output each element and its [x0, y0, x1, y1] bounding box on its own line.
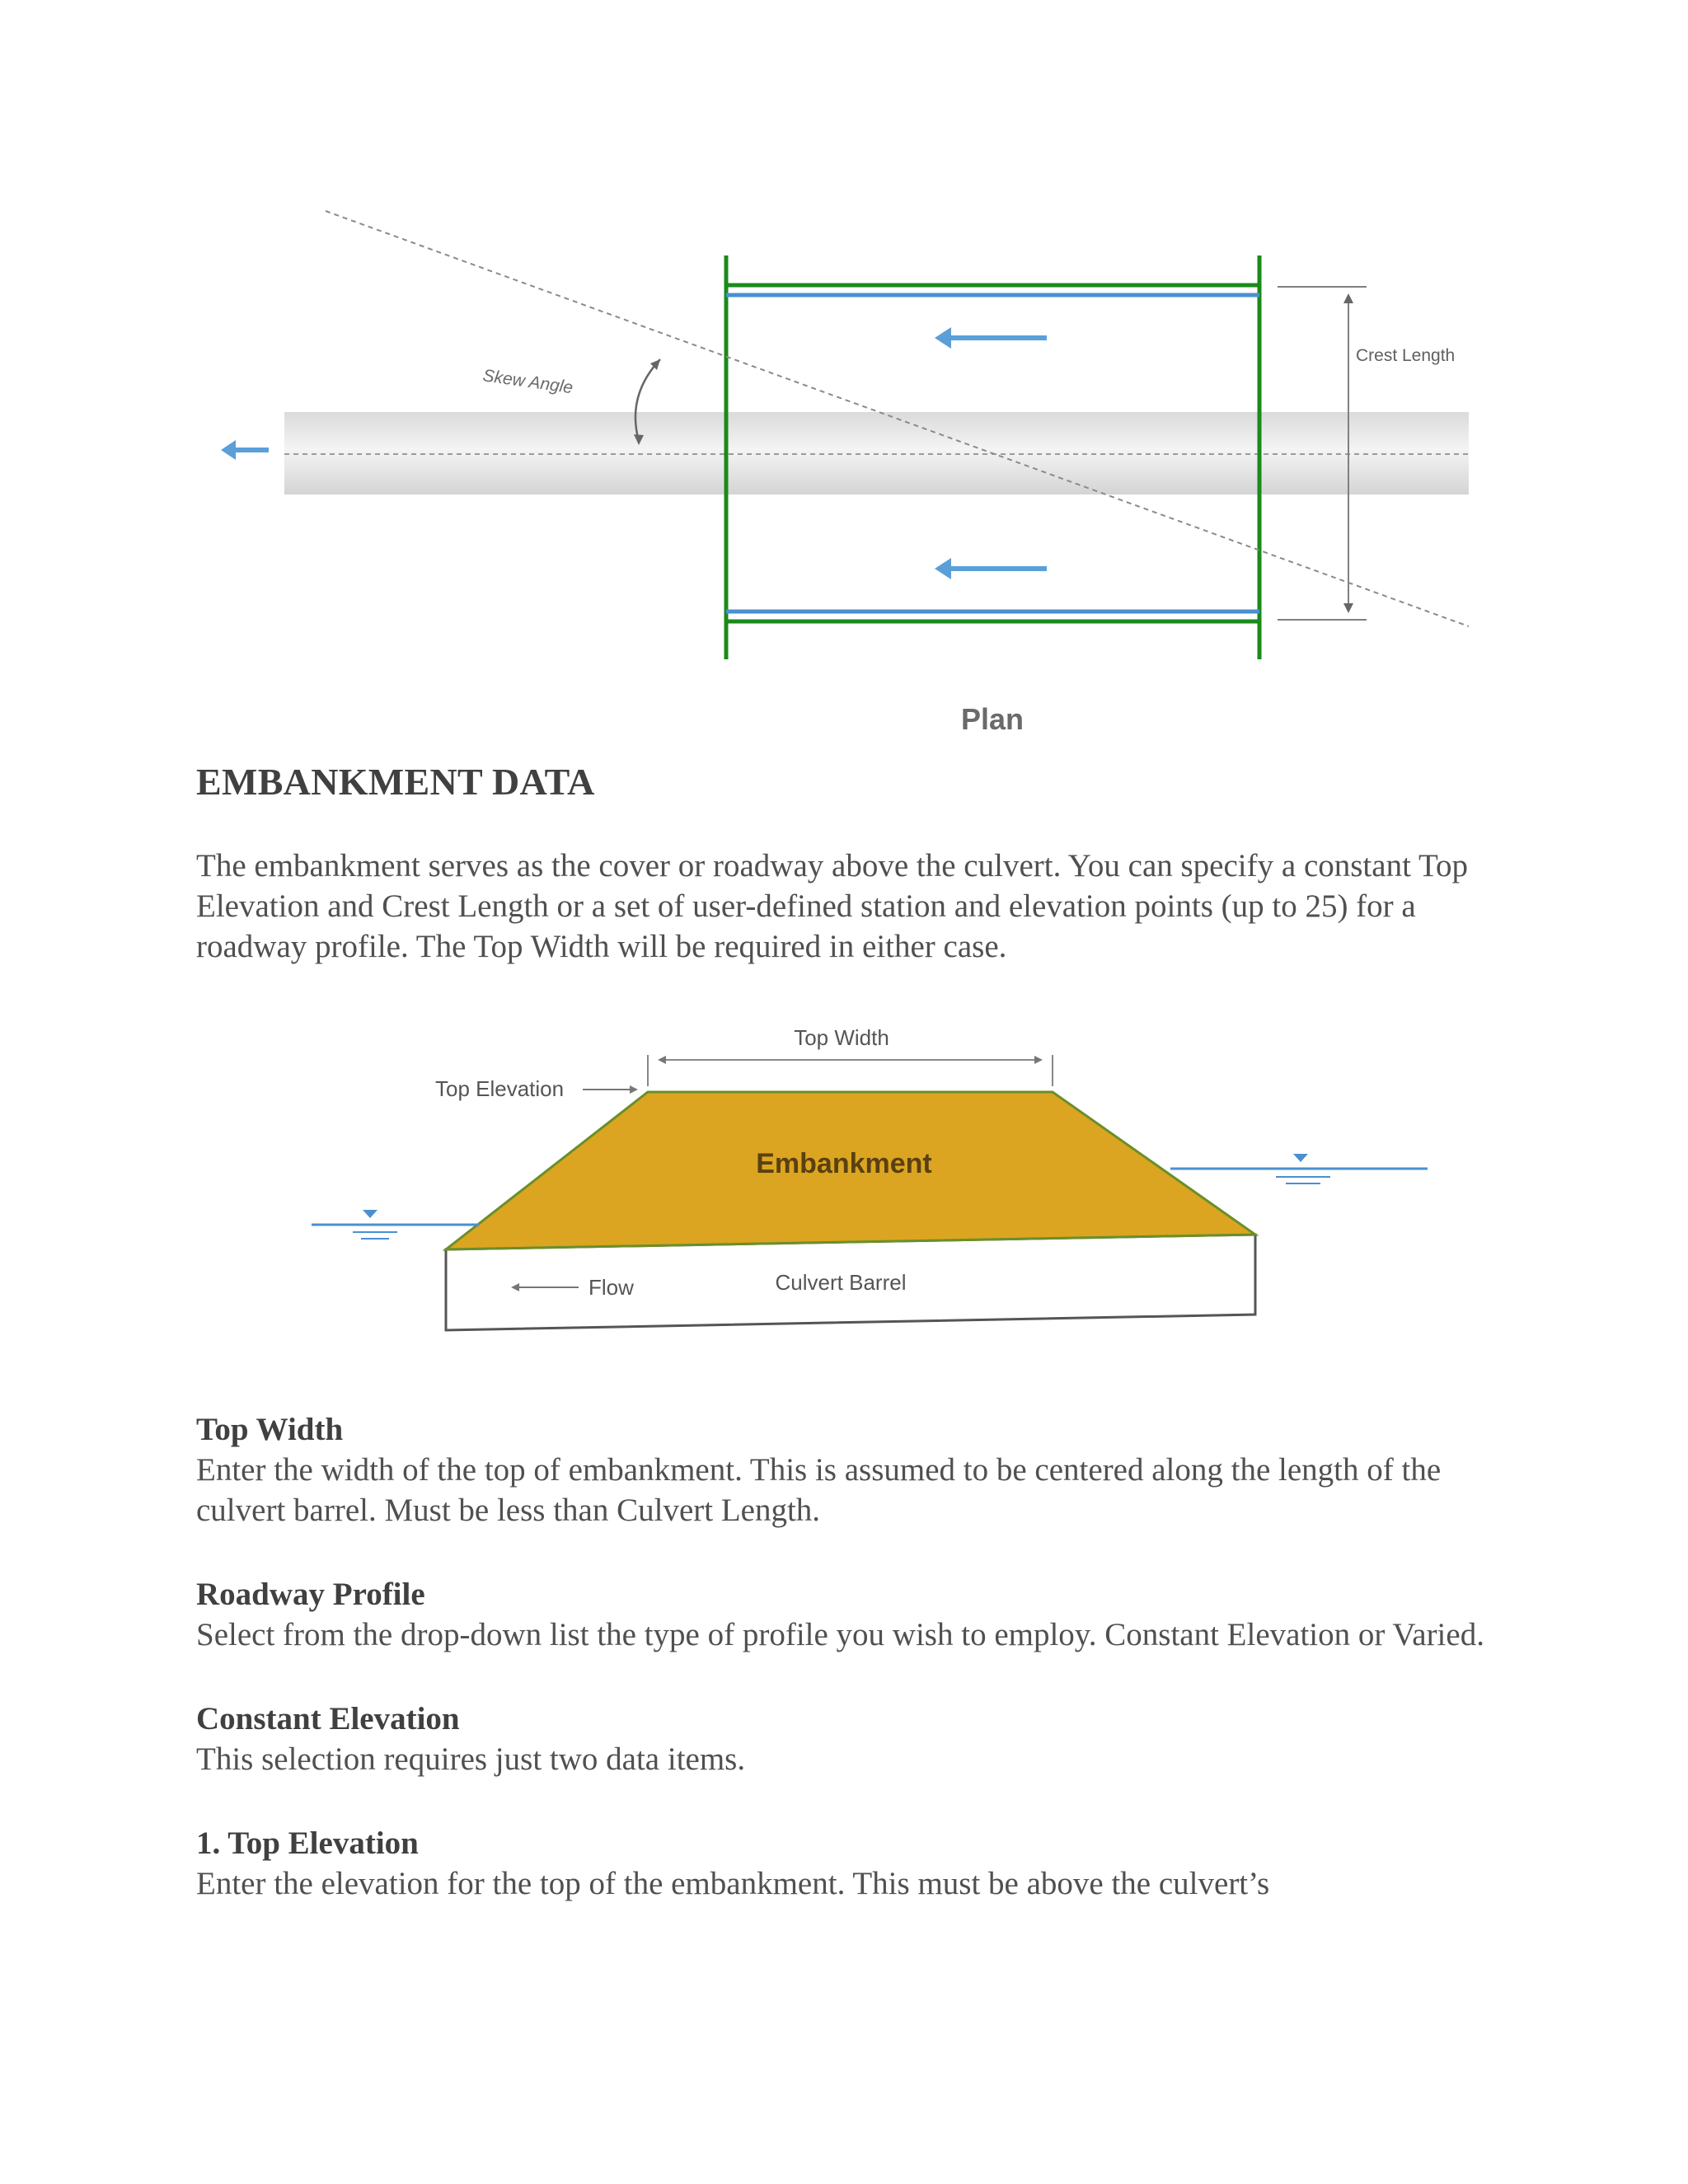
flow-label: Flow — [588, 1275, 634, 1300]
headwater — [1170, 1169, 1428, 1183]
crest-length-label: Crest Length — [1356, 346, 1456, 365]
definition-title: Roadway Profile — [196, 1577, 425, 1612]
plan-diagram — [0, 0, 1688, 758]
definition-body: This selection requires just two data items. — [196, 1741, 746, 1777]
definition-roadway-profile — [196, 1574, 1498, 1655]
flow-arrow-lower — [935, 558, 1047, 579]
definition-body: Enter the elevation for the top of the embankment. This must be above the culvert’s — [196, 1866, 1270, 1901]
skew-angle-label: Skew Angle — [481, 366, 574, 398]
definition-title: 1. Top Elevation — [196, 1825, 419, 1861]
top-elevation-arrow — [630, 1085, 638, 1094]
section-title: EMBANKMENT DATA — [196, 761, 595, 803]
embankment-profile-diagram — [0, 997, 1688, 1360]
culvert-barrel-label: Culvert Barrel — [775, 1270, 907, 1295]
crest-length-arrow-bottom — [1343, 603, 1353, 613]
crest-length-arrow-top — [1343, 293, 1353, 303]
downstream-water — [312, 1225, 480, 1239]
embankment-label: Embankment — [756, 1148, 932, 1179]
definition-constant-elevation — [196, 1699, 1498, 1779]
definition-top-width — [196, 1409, 1498, 1530]
definition-top-elevation — [196, 1823, 1498, 1904]
flow-arrow-upper — [935, 327, 1047, 349]
top-elevation-label: Top Elevation — [435, 1076, 565, 1101]
headwater-marker — [1293, 1154, 1308, 1162]
plan-caption: Plan — [960, 702, 1025, 736]
downstream-water-marker — [363, 1210, 377, 1218]
definition-title: Constant Elevation — [196, 1701, 460, 1736]
top-width-arrow-right — [1034, 1056, 1043, 1064]
top-width-dimension — [648, 1055, 1053, 1086]
top-width-label: Top Width — [794, 1025, 889, 1050]
intro-paragraph: The embankment serves as the cover or roadway above the culvert. You can specify a constant Top Elevation and Crest Length or a set of user-defined station and elevation points (up to 25) for a roadway profile. The Top Width will be required in either case. — [196, 848, 1469, 964]
definition-title: Top Width — [196, 1412, 344, 1447]
top-width-arrow-left — [658, 1056, 666, 1064]
outlet-flow-arrow — [221, 440, 269, 460]
definitions-list — [196, 1409, 1498, 1947]
definition-body: Select from the drop-down list the type of profile you wish to employ. Constant Elevation or Varied. — [196, 1617, 1484, 1652]
definition-body: Enter the width of the top of embankment. This is assumed to be centered along the length of the culvert barrel. Must be less than Culvert Length. — [196, 1452, 1442, 1528]
